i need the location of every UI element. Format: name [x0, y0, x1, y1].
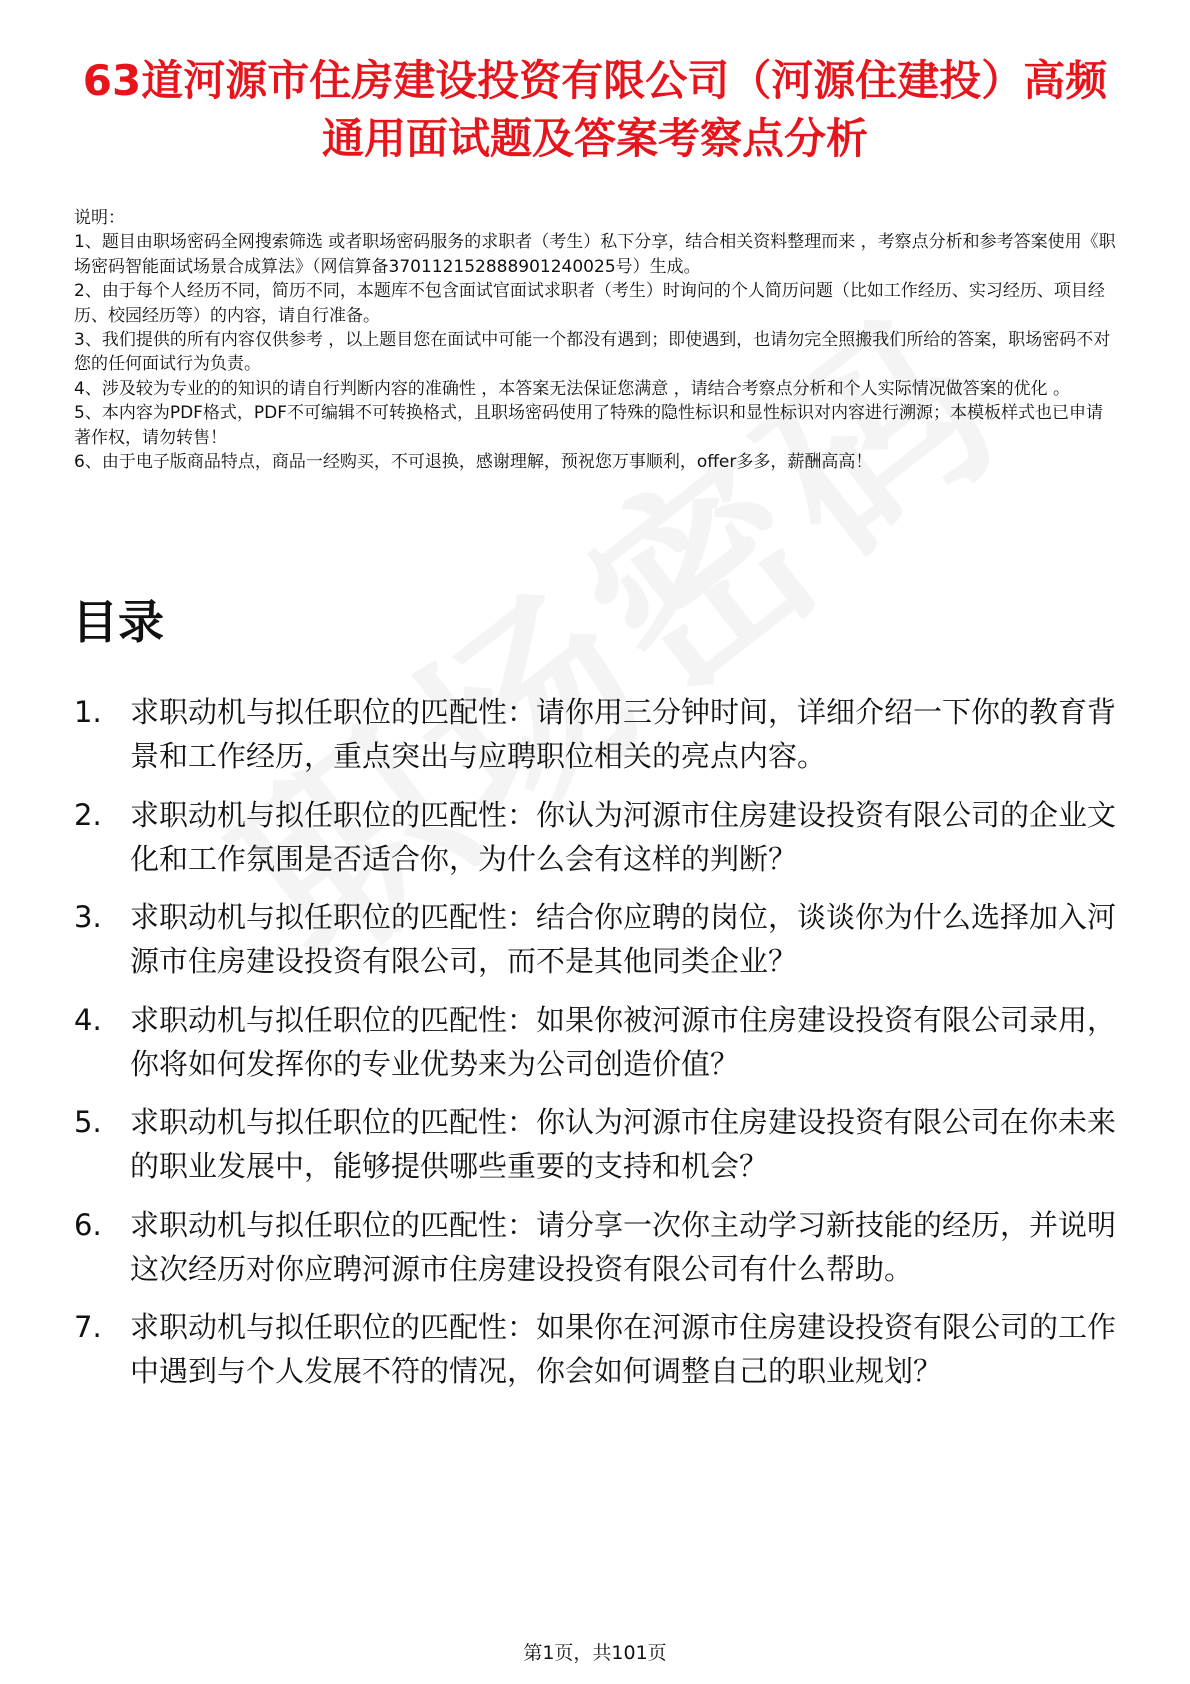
toc-item-number: 4.: [74, 1002, 102, 1037]
toc-list: [74, 690, 1120, 1408]
page-footer: 第1页，共101页: [523, 1642, 667, 1664]
toc-item-6[interactable]: [74, 1203, 1120, 1291]
note-item-6: 6、由于电子版商品特点，商品一经购买，不可退换，感谢理解，预祝您万事顺利，offer多多，薪酬高高！: [74, 452, 873, 473]
toc-item-4[interactable]: [74, 998, 1120, 1086]
note-item-2: 2、由于每个人经历不同，简历不同，本题库不包含面试官面试求职者（考生）时询问的个人简历问题（比如工作经历、实习经历、项目经历、校园经历等）的内容，请自行准备。: [74, 281, 1105, 326]
toc-item-number: 5.: [74, 1105, 102, 1139]
toc-item-text: 求职动机与拟任职位的匹配性：如果你被河源市住房建设投资有限公司录用，你将如何发挥你的专业优势来为公司创造价值？: [130, 1002, 1117, 1081]
toc-item-number: 6.: [74, 1207, 102, 1242]
toc-item-2[interactable]: [74, 793, 1120, 881]
toc-item-number: 3.: [74, 900, 102, 934]
note-item-1: 1、题目由职场密码全网搜索筛选 或者职场密码服务的求职者（考生）私下分享，结合相关资料整理而来 ，考察点分析和参考答案使用《职场密码智能面试场景合成算法》（网信算备370112152888901240025号）生成。: [74, 232, 1116, 277]
toc-item-text: 求职动机与拟任职位的匹配性：请你用三分钟时间，详细介绍一下你的教育背景和工作经历，重点突出与应聘职位相关的亮点内容。: [130, 695, 1117, 773]
notes-heading: 说明：: [74, 208, 125, 228]
toc-heading: 目录: [72, 595, 164, 649]
toc-item-text: 求职动机与拟任职位的匹配性：请分享一次你主动学习新技能的经历，并说明这次经历对你应聘河源市住房建设投资有限公司有什么帮助。: [130, 1207, 1117, 1286]
toc-item-text: 求职动机与拟任职位的匹配性：如果你在河源市住房建设投资有限公司的工作中遇到与个人发展不符的情况，你会如何调整自己的职业规划？: [130, 1310, 1117, 1388]
note-item-5: 5、本内容为PDF格式，PDF不可编辑不可转换格式，且职场密码使用了特殊的隐性标识和显性标识对内容进行溯源；本模板样式也已申请著作权，请勿转售！: [74, 403, 1104, 448]
toc-item-5[interactable]: [74, 1100, 1120, 1188]
toc-item-text: 求职动机与拟任职位的匹配性：你认为河源市住房建设投资有限公司的企业文化和工作氛围是否适合你，为什么会有这样的判断？: [130, 797, 1117, 876]
toc-item-number: 1.: [74, 695, 102, 729]
document-title: 63道河源市住房建设投资有限公司（河源住建投）高频通用面试题及答案考察点分析: [82, 56, 1108, 163]
toc-item-number: 7.: [74, 1310, 102, 1344]
toc-item-number: 2.: [74, 797, 102, 832]
toc-item-1[interactable]: [74, 690, 1120, 778]
toc-item-7[interactable]: [74, 1305, 1120, 1393]
toc-item-3[interactable]: [74, 895, 1120, 983]
notes-section: [74, 206, 1118, 474]
note-item-3: 3、我们提供的所有内容仅供参考 ，以上题目您在面试中可能一个都没有遇到；即使遇到，也请勿完全照搬我们所给的答案，职场密码不对您的任何面试行为负责。: [74, 330, 1111, 375]
note-item-4: 4、涉及较为专业的的知识的请自行判断内容的准确性 ，本答案无法保证您满意 ，请结合考察点分析和个人实际情况做答案的优化 。: [74, 378, 1071, 399]
toc-item-text: 求职动机与拟任职位的匹配性：结合你应聘的岗位，谈谈你为什么选择加入河源市住房建设投资有限公司，而不是其他同类企业？: [130, 900, 1117, 978]
toc-item-text: 求职动机与拟任职位的匹配性：你认为河源市住房建设投资有限公司在你未来的职业发展中，能够提供哪些重要的支持和机会？: [130, 1105, 1117, 1183]
